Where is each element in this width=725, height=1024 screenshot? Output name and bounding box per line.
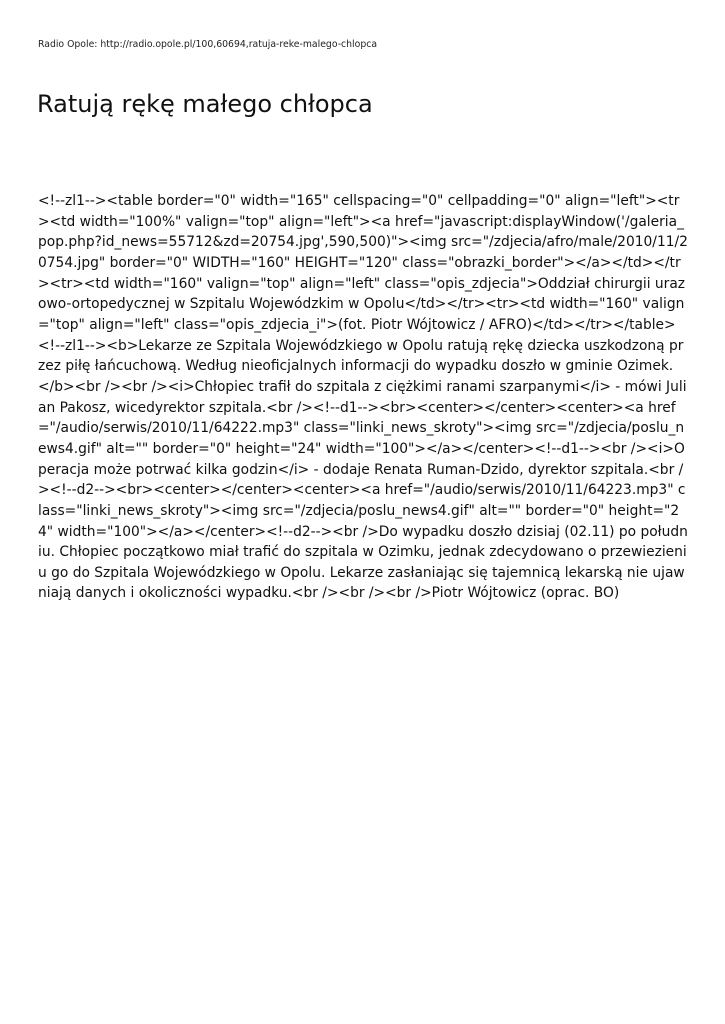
article-body: <!--zl1--><table border="0" width="165" cellspacing="0" cellpadding="0" align="left"><tr><td width="100%" valign="top" align="left"><a href="javascript:displayWindow('/galeria_pop.php?id_news=55712&zd=20754.jpg',590,500)"><img src="/zdjecia/afro/male/2010/11/20754.jpg" border="0" WIDTH="160" HEIGHT="120" class="obrazki_border"></a></td></tr><tr><td width="160" valign="top" align="left" class="opis_zdjecia">Oddział chirurgii urazowo-ortopedycznej w Szpitalu Wojewódzkim w Opolu</td></tr><tr><td width="160" valign="top" align="left" class="opis_zdjecia_i">(fot. Piotr Wójtowicz / AFRO)</td></tr></table><!--zl1--><b>Lekarze ze Szpitala Wojewódzkiego w Opolu ratują rękę dziecka uszkodzoną przez piłę łańcuchową. Według nieoficjalnych informacji do wypadku doszło w gminie Ozimek.</b><br /><br /><i>Chłopiec trafił do szpitala z ciężkimi ranami szarpanymi</i> - mówi Julian Pakosz, wicedyrektor szpitala.<br /><!--d1--><br><center></center><center><a href="/audio/serwis/2010/11/64222.mp3" class="linki_news_skroty"><img src="/zdjecia/poslu_news4.gif" alt="" border="0" height="24" width="100"></a></center><!--d1--><br /><i>Operacja może potrwać kilka godzin</i> - dodaje Renata Ruman-Dzido, dyrektor szpitala.<br /><!--d2--><br><center></center><center><a href="/audio/serwis/2010/11/64223.mp3" class="linki_news_skroty"><img src="/zdjecia/poslu_news4.gif" alt="" border="0" height="24" width="100"></a></center><!--d2--><br />Do wypadku doszło dzisiaj (02.11) po południu. Chłopiec początkowo miał trafić do szpitala w Ozimku, jednak zdecydowano o przewiezieniu go do Szpitala Wojewódzkiego w Opolu. Lekarze zasłaniając się tajemnicą lekarską nie ujawniają danych i okoliczności wypadku.<br /><br /><br />Piotr Wójtowicz (oprac. BO) <box>38 193 688 602</box>
article-title: Ratują rękę małego chłopca <box>37 90 373 118</box>
source-url-line: Radio Opole: http://radio.opole.pl/100,60694,ratuja-reke-malego-chlopca <box>38 39 378 50</box>
